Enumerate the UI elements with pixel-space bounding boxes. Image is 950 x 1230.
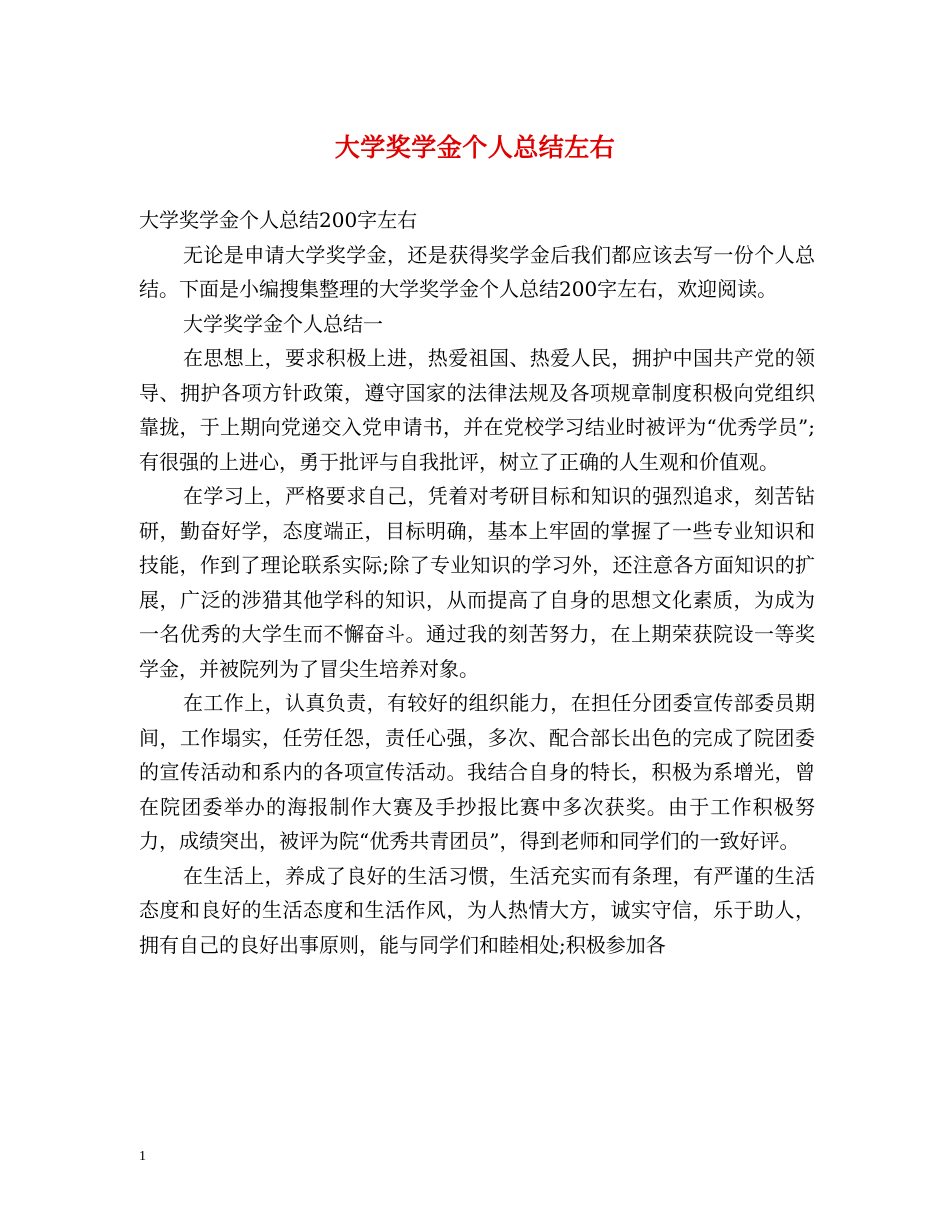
paragraph-life: 在生活上，养成了良好的生活习惯，生活充实而有条理，有严谨的生活态度和良好的生活态度和生活作风，为人热情大方，诚实守信，乐于助人，拥有自己的良好出事原则，能与同学们和睦相处;积极参加各: [139, 863, 815, 957]
subtitle-paragraph: 大学奖学金个人总结200字左右: [139, 208, 418, 232]
page-number: 1: [139, 1149, 146, 1164]
paragraph-work: 在工作上，认真负责，有较好的组织能力，在担任分团委宣传部委员期间，工作塌实，任劳任怨，责任心强，多次、配合部长出色的完成了院团委的宣传活动和系内的各项宣传活动。我结合自身的特长，积极为系增光，曾在院团委举办的海报制作大赛及手抄报比赛中多次获奖。由于工作积极努力，成绩突出，被评为院“优秀共青团员”，得到老师和同学们的一致好评。: [139, 691, 815, 853]
document-title: 大学奖学金个人总结左右: [334, 133, 616, 162]
paragraph-study: 在学习上，严格要求自己，凭着对考研目标和知识的强烈追求，刻苦钻研，勤奋好学，态度端正，目标明确，基本上牢固的掌握了一些专业知识和技能，作到了理论联系实际;除了专业知识的学习外，还注意各方面知识的扩展，广泛的涉猎其他学科的知识，从而提高了自身的思想文化素质，为成为一名优秀的大学生而不懈奋斗。通过我的刻苦努力，在上期荣获院设一等奖学金，并被院列为了冒尖生培养对象。: [139, 484, 815, 681]
section-heading: 大学奖学金个人总结一: [183, 311, 383, 336]
intro-paragraph: 无论是申请大学奖学金，还是获得奖学金后我们都应该去写一份个人总结。下面是小编搜集整理的大学奖学金个人总结200字左右，欢迎阅读。: [139, 242, 815, 301]
paragraph-ideology: 在思想上，要求积极上进，热爱祖国、热爱人民，拥护中国共产党的领导、拥护各项方针政策，遵守国家的法律法规及各项规章制度积极向党组织靠拢，于上期向党递交入党申请书，并在党校学习结业时被评为“优秀学员”;有很强的上进心，勇于批评与自我批评，树立了正确的人生观和价值观。: [139, 346, 815, 474]
document-body: [139, 203, 815, 962]
